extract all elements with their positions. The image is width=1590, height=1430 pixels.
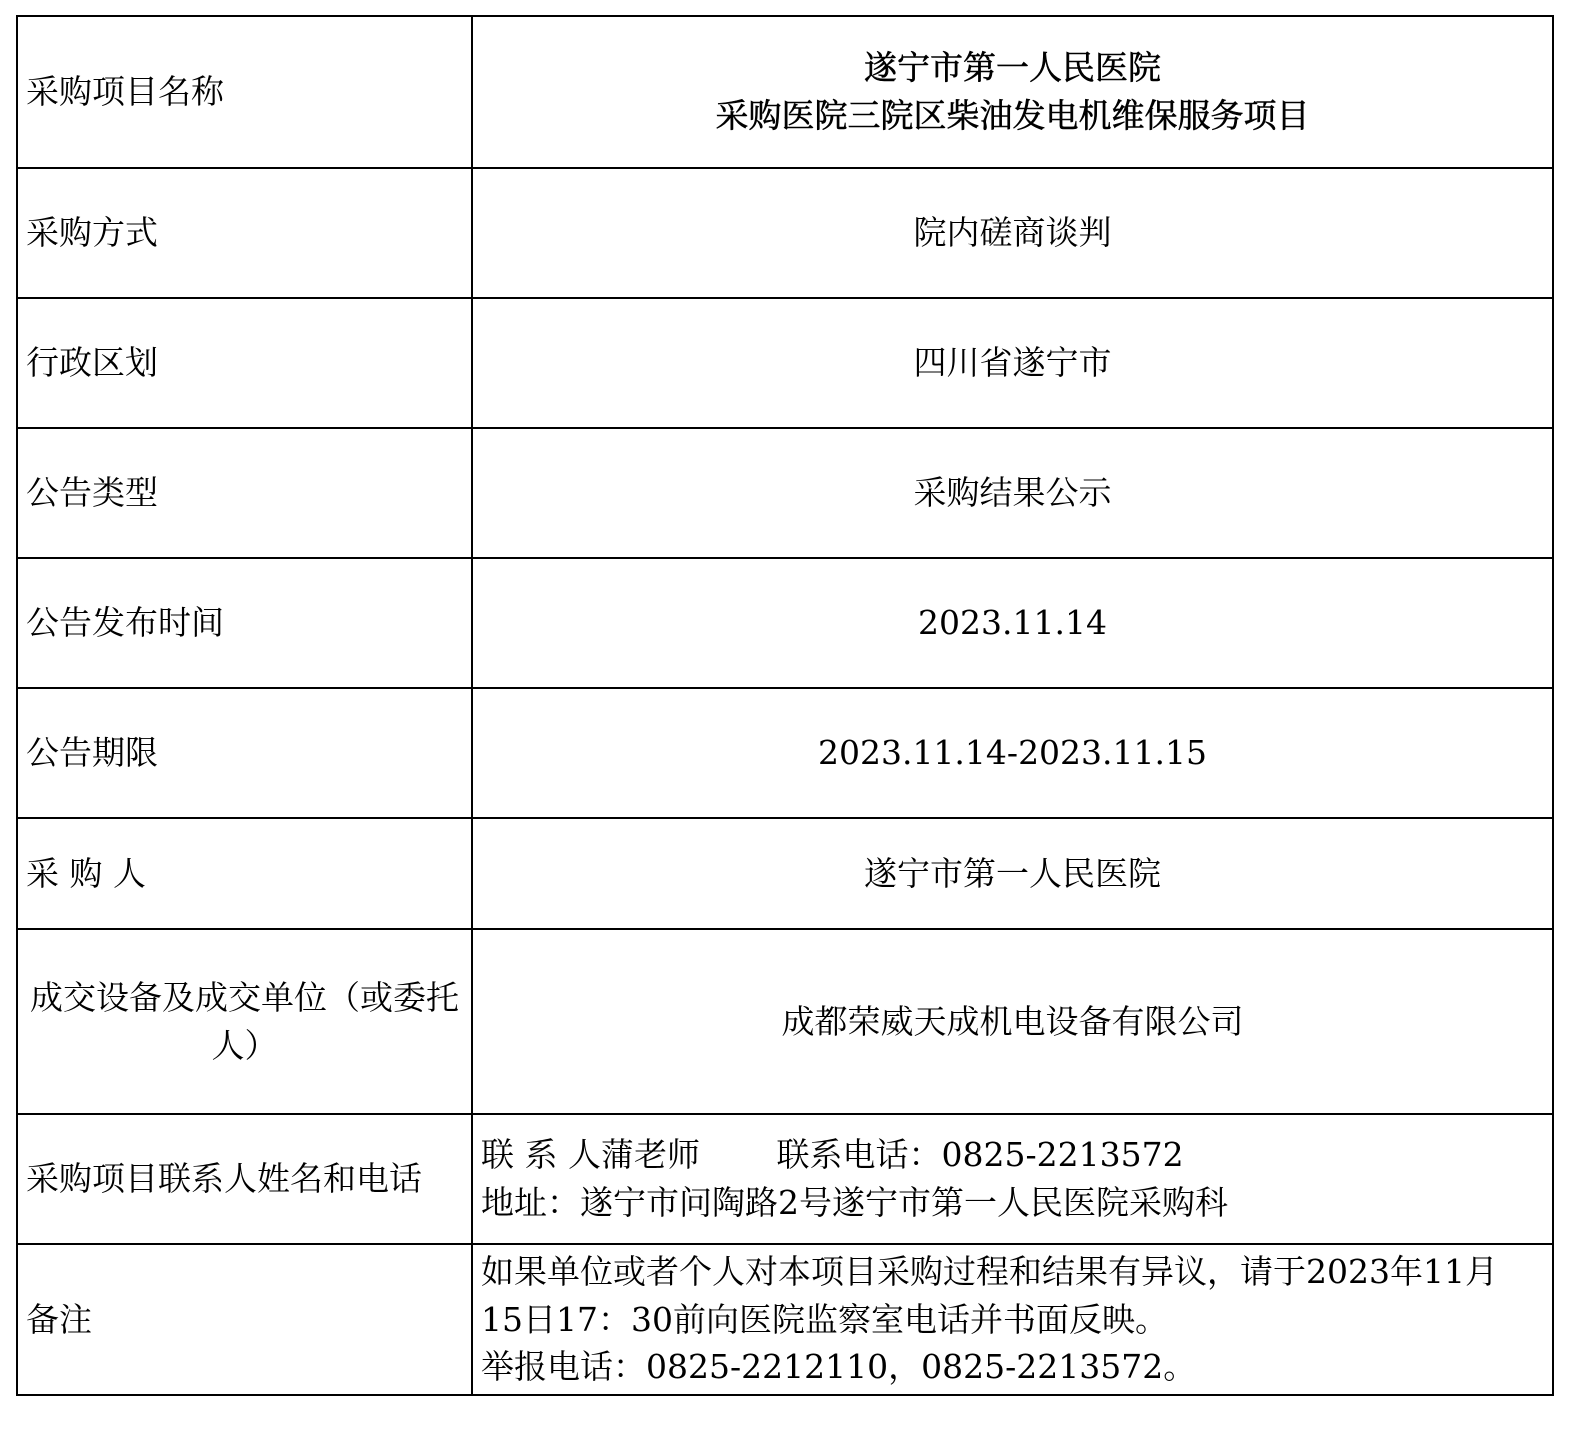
row-label-project-name: 采购项目名称 bbox=[17, 16, 472, 168]
table-row bbox=[17, 1244, 1553, 1395]
contact-name-phone: 联 系 人蒲老师 联系电话：0825-2213572 bbox=[481, 1135, 1184, 1175]
project-name-line-2: 采购医院三院区柴油发电机维保服务项目 bbox=[715, 96, 1310, 135]
row-label-remarks: 备注 bbox=[17, 1244, 472, 1395]
table-row bbox=[17, 298, 1553, 428]
remarks-value bbox=[472, 1244, 1553, 1395]
row-label-publish-date: 公告发布时间 bbox=[17, 558, 472, 688]
row-label-purchaser: 采 购 人 bbox=[17, 818, 472, 929]
row-label-procurement-method: 采购方式 bbox=[17, 168, 472, 298]
table-row bbox=[17, 428, 1553, 558]
winning-bidder-value: 成都荣威天成机电设备有限公司 bbox=[472, 929, 1553, 1114]
procurement-method-value: 院内磋商谈判 bbox=[472, 168, 1553, 298]
row-label-region: 行政区划 bbox=[17, 298, 472, 428]
table-row bbox=[17, 1114, 1553, 1244]
remarks-line-1: 如果单位或者个人对本项目采购过程和结果有异议，请于2023年11月 bbox=[481, 1251, 1498, 1291]
row-label-contact: 采购项目联系人姓名和电话 bbox=[17, 1114, 472, 1244]
table-row bbox=[17, 818, 1553, 929]
table-row bbox=[17, 168, 1553, 298]
table-row bbox=[17, 558, 1553, 688]
table-row bbox=[17, 16, 1553, 168]
procurement-result-table bbox=[16, 15, 1554, 1396]
row-label-winning-bidder: 成交设备及成交单位（或委托人） bbox=[17, 929, 472, 1114]
remarks-line-3: 举报电话：0825-2212110，0825-2213572。 bbox=[481, 1347, 1197, 1387]
project-name-line-1: 遂宁市第一人民医院 bbox=[864, 48, 1161, 88]
region-value: 四川省遂宁市 bbox=[472, 298, 1553, 428]
row-label-notice-type: 公告类型 bbox=[17, 428, 472, 558]
notice-type-value: 采购结果公示 bbox=[472, 428, 1553, 558]
table-row bbox=[17, 929, 1553, 1114]
contact-address: 地址：遂宁市问陶路2号遂宁市第一人民医院采购科 bbox=[481, 1183, 1228, 1222]
notice-period-value: 2023.11.14-2023.11.15 bbox=[472, 688, 1553, 818]
purchaser-value: 遂宁市第一人民医院 bbox=[472, 818, 1553, 929]
table-row bbox=[17, 688, 1553, 818]
publish-date-value: 2023.11.14 bbox=[472, 558, 1553, 688]
project-name-value bbox=[472, 16, 1553, 168]
row-label-notice-period: 公告期限 bbox=[17, 688, 472, 818]
contact-value bbox=[472, 1114, 1553, 1244]
remarks-line-2: 15日17：30前向医院监察室电话并书面反映。 bbox=[481, 1299, 1168, 1339]
